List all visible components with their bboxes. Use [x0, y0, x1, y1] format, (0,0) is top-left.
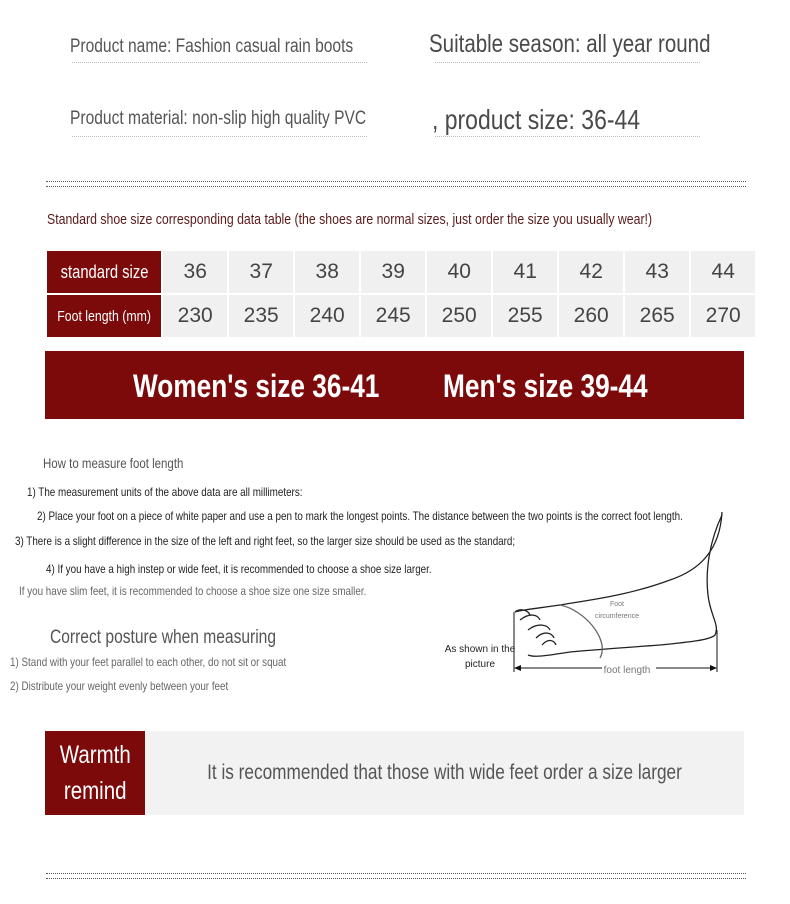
length-cell: 265 — [625, 295, 689, 337]
women-size: Women's size 36-41 — [133, 368, 380, 404]
table-row — [47, 295, 755, 337]
foot-top-outline — [515, 512, 722, 612]
size-cell: 41 — [493, 251, 557, 295]
foot-length-label: foot length — [603, 665, 651, 676]
remind-label-line: remind — [63, 777, 127, 805]
measure-step: If you have slim feet, it is recommended to choose a shoe size one size smaller. — [19, 584, 367, 598]
size-cell: 43 — [625, 251, 689, 295]
remind-label-line: Warmth — [59, 741, 131, 769]
remind-text: It is recommended that those with wide feet order a size larger — [145, 731, 744, 815]
divider — [72, 62, 367, 63]
divider — [435, 62, 700, 63]
diagram-caption: picture — [464, 659, 496, 670]
size-table-caption: Standard shoe size corresponding data table (the shoes are normal sizes, just order the size you usually wear!) — [47, 211, 653, 228]
measure-step: 1) The measurement units of the above data are all millimeters: — [27, 485, 303, 499]
size-cell: 36 — [163, 251, 227, 295]
measure-step: 2) Place your foot on a piece of white paper and use a pen to mark the longest points. The distance between the two points is the correct foot length. — [37, 509, 683, 523]
length-cell: 230 — [163, 295, 227, 337]
circumference-label: circumference — [595, 613, 639, 620]
foot-diagram — [420, 500, 790, 690]
length-cell: 250 — [427, 295, 491, 337]
length-cell: 260 — [559, 295, 623, 337]
product-material: Product material: non-slip high quality PVC — [70, 108, 367, 129]
size-cell: 39 — [361, 251, 425, 295]
size-cell: 44 — [691, 251, 755, 295]
arrow-right-icon — [710, 665, 717, 671]
product-size: , product size: 36-44 — [432, 104, 641, 135]
measure-title: How to measure foot length — [43, 455, 184, 471]
men-size: Men's size 39-44 — [443, 368, 648, 404]
dotted-divider — [46, 873, 746, 879]
size-cell: 37 — [229, 251, 293, 295]
length-cell: 270 — [691, 295, 755, 337]
row-header-foot-length: Foot length (mm) — [47, 295, 161, 337]
posture-title: Correct posture when measuring — [50, 627, 277, 648]
posture-item: 2) Distribute your weight evenly between your feet — [10, 679, 229, 693]
length-cell: 240 — [295, 295, 359, 337]
measure-step: 4) If you have a high instep or wide feet, it is recommended to choose a shoe size larger. — [46, 562, 432, 576]
divider — [72, 136, 367, 137]
length-cell: 255 — [493, 295, 557, 337]
product-season: Suitable season: all year round — [429, 30, 711, 58]
size-cell: 40 — [427, 251, 491, 295]
row-header-size: standard size — [47, 251, 161, 295]
dotted-divider — [46, 181, 746, 187]
size-range-banner — [45, 351, 744, 419]
size-cell: 42 — [559, 251, 623, 295]
measure-step: 3) There is a slight difference in the size of the left and right feet, so the larger size should be used as the standard; — [15, 534, 516, 548]
foot-back-outline — [528, 515, 722, 656]
posture-item: 1) Stand with your feet parallel to each other, do not sit or squat — [10, 655, 287, 669]
divider — [435, 136, 700, 137]
product-name: Product name: Fashion casual rain boots — [70, 36, 354, 57]
arrow-left-icon — [514, 665, 521, 671]
circumference-label: Foot — [609, 601, 625, 608]
diagram-caption: As shown in the — [444, 644, 516, 655]
length-cell: 235 — [229, 295, 293, 337]
length-cell: 245 — [361, 295, 425, 337]
size-table — [45, 251, 757, 337]
toes — [515, 610, 556, 645]
size-cell: 38 — [295, 251, 359, 295]
table-row — [47, 251, 755, 295]
warmth-remind-label — [45, 731, 145, 815]
